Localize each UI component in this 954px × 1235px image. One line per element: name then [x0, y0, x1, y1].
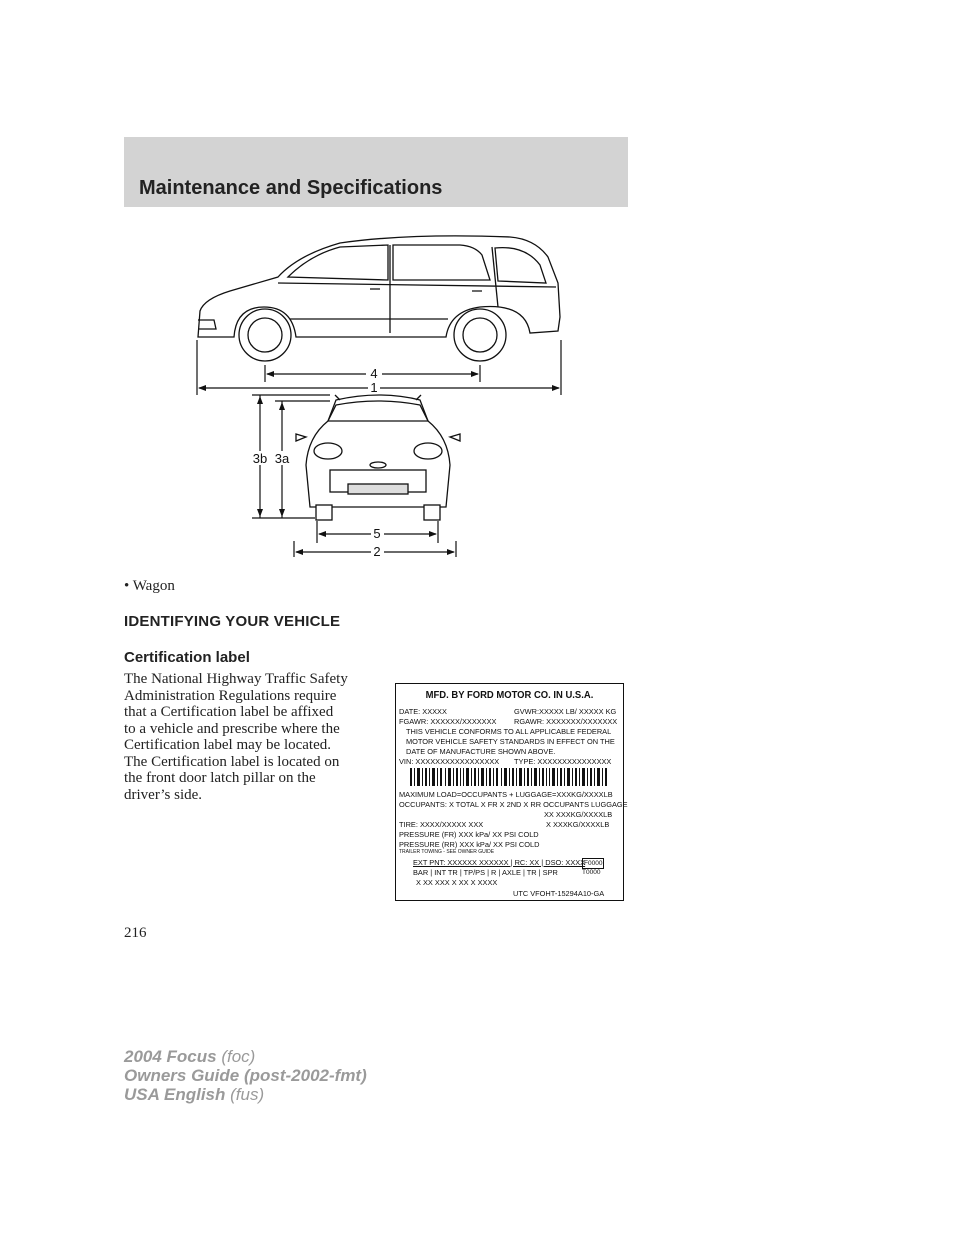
dimension-label-3b: 3b [252, 451, 268, 466]
wagon-side-view [198, 236, 560, 361]
body-line: driver’s side. [124, 786, 203, 803]
cert-date: DATE: XXXXX [399, 707, 447, 716]
vehicle-dimensions-figure [180, 225, 580, 565]
cert-code: F0000 [584, 860, 603, 867]
cert-barcode [410, 768, 610, 786]
footer-language: USA English [124, 1085, 226, 1104]
dimension-label-4: 4 [370, 366, 378, 381]
cert-label-title: MFD. BY FORD MOTOR CO. IN U.S.A. [425, 689, 594, 701]
footer-model: 2004 Focus [124, 1047, 217, 1066]
body-line: that a Certification label be affixed [124, 704, 334, 720]
footer-language-code: (fus) [225, 1085, 265, 1104]
body-line: The National Highway Traffic Safety [124, 671, 348, 687]
dimension-label-5: 5 [373, 526, 381, 541]
cert-type: TYPE: XXXXXXXXXXXXXXX [514, 757, 612, 766]
certification-label [395, 683, 628, 901]
page-number: 216 [124, 925, 147, 941]
section-header-band [124, 137, 628, 207]
wagon-front-view [296, 395, 460, 520]
subsection-heading: Certification label [124, 649, 250, 666]
cert-conform-line: DATE OF MANUFACTURE SHOWN ABOVE. [406, 747, 556, 756]
footer-line [124, 1066, 367, 1085]
cert-gvwr: GVWR:XXXXX LB/ XXXXX KG [514, 707, 617, 716]
cert-tire: TIRE: XXXX/XXXXX XXX [399, 820, 484, 829]
cert-conform-line: THIS VEHICLE CONFORMS TO ALL APPLICABLE FEDERAL [406, 727, 612, 736]
cert-bar-row: BAR | INT TR | TP/PS | R | AXLE | TR | SPR [413, 868, 558, 877]
cert-occupant-row: XX XXXKG/XXXXLB [544, 810, 613, 819]
vehicle-dimensions-diagram [180, 225, 580, 565]
cert-vin: VIN: XXXXXXXXXXXXXXXXX [399, 757, 500, 766]
document-footer [124, 1047, 367, 1104]
dimension-label-1: 1 [370, 380, 378, 395]
footer-guide: Owners Guide (post-2002-fmt) [124, 1066, 367, 1085]
dimension-label-3a: 3a [274, 451, 290, 466]
cert-x-row: X XX XXX X XX X XXXX [416, 878, 498, 887]
cert-trailer: TRAILER TOWING - SEE OWNER GUIDE [399, 849, 495, 855]
cert-conform-line: MOTOR VEHICLE SAFETY STANDARDS IN EFFECT ON THE [406, 737, 615, 746]
cert-pressure-front: PRESSURE (FR) XXX kPa/ XX PSI COLD [399, 830, 539, 839]
cert-rgawr: RGAWR: XXXXXXX/XXXXXXX [514, 717, 618, 726]
cert-fgawr: FGAWR: XXXXXX/XXXXXXX [399, 717, 497, 726]
cert-utc: UTC VFOHT-15294A10-GA [513, 889, 605, 898]
cert-pressure-rear: PRESSURE (RR) XXX kPa/ XX PSI COLD [399, 840, 540, 849]
body-line: the front door latch pillar on the [124, 770, 316, 786]
footer-model-code: (foc) [216, 1047, 256, 1066]
footer-line [124, 1047, 367, 1066]
body-paragraph [124, 671, 379, 803]
dimension-label-2: 2 [373, 544, 381, 559]
cert-max-load: MAXIMUM LOAD=OCCUPANTS + LUGGAGE=XXXKG/XXXXLB [399, 790, 613, 799]
footer-line [124, 1085, 367, 1104]
body-line: Certification label may be located. [124, 737, 331, 753]
figure-caption: • Wagon [124, 578, 175, 594]
cert-ext-pnt: EXT PNT: XXXXXX XXXXXX | RC: XX | DSO: XXXX [413, 858, 586, 867]
cert-occupant-row: X XXXKG/XXXXLB [546, 820, 610, 829]
body-line: to a vehicle and prescribe where the [124, 720, 340, 737]
body-line: The Certification label is located on [124, 753, 340, 770]
body-line: Administration Regulations require [124, 687, 337, 704]
cert-code: T0000 [582, 869, 601, 876]
cert-occupants: OCCUPANTS: X TOTAL X FR X 2ND X RR OCCUPANTS LUGGAGE [399, 800, 628, 809]
section-heading: IDENTIFYING YOUR VEHICLE [124, 613, 341, 630]
page-section-title: Maintenance and Specifications [139, 177, 443, 199]
